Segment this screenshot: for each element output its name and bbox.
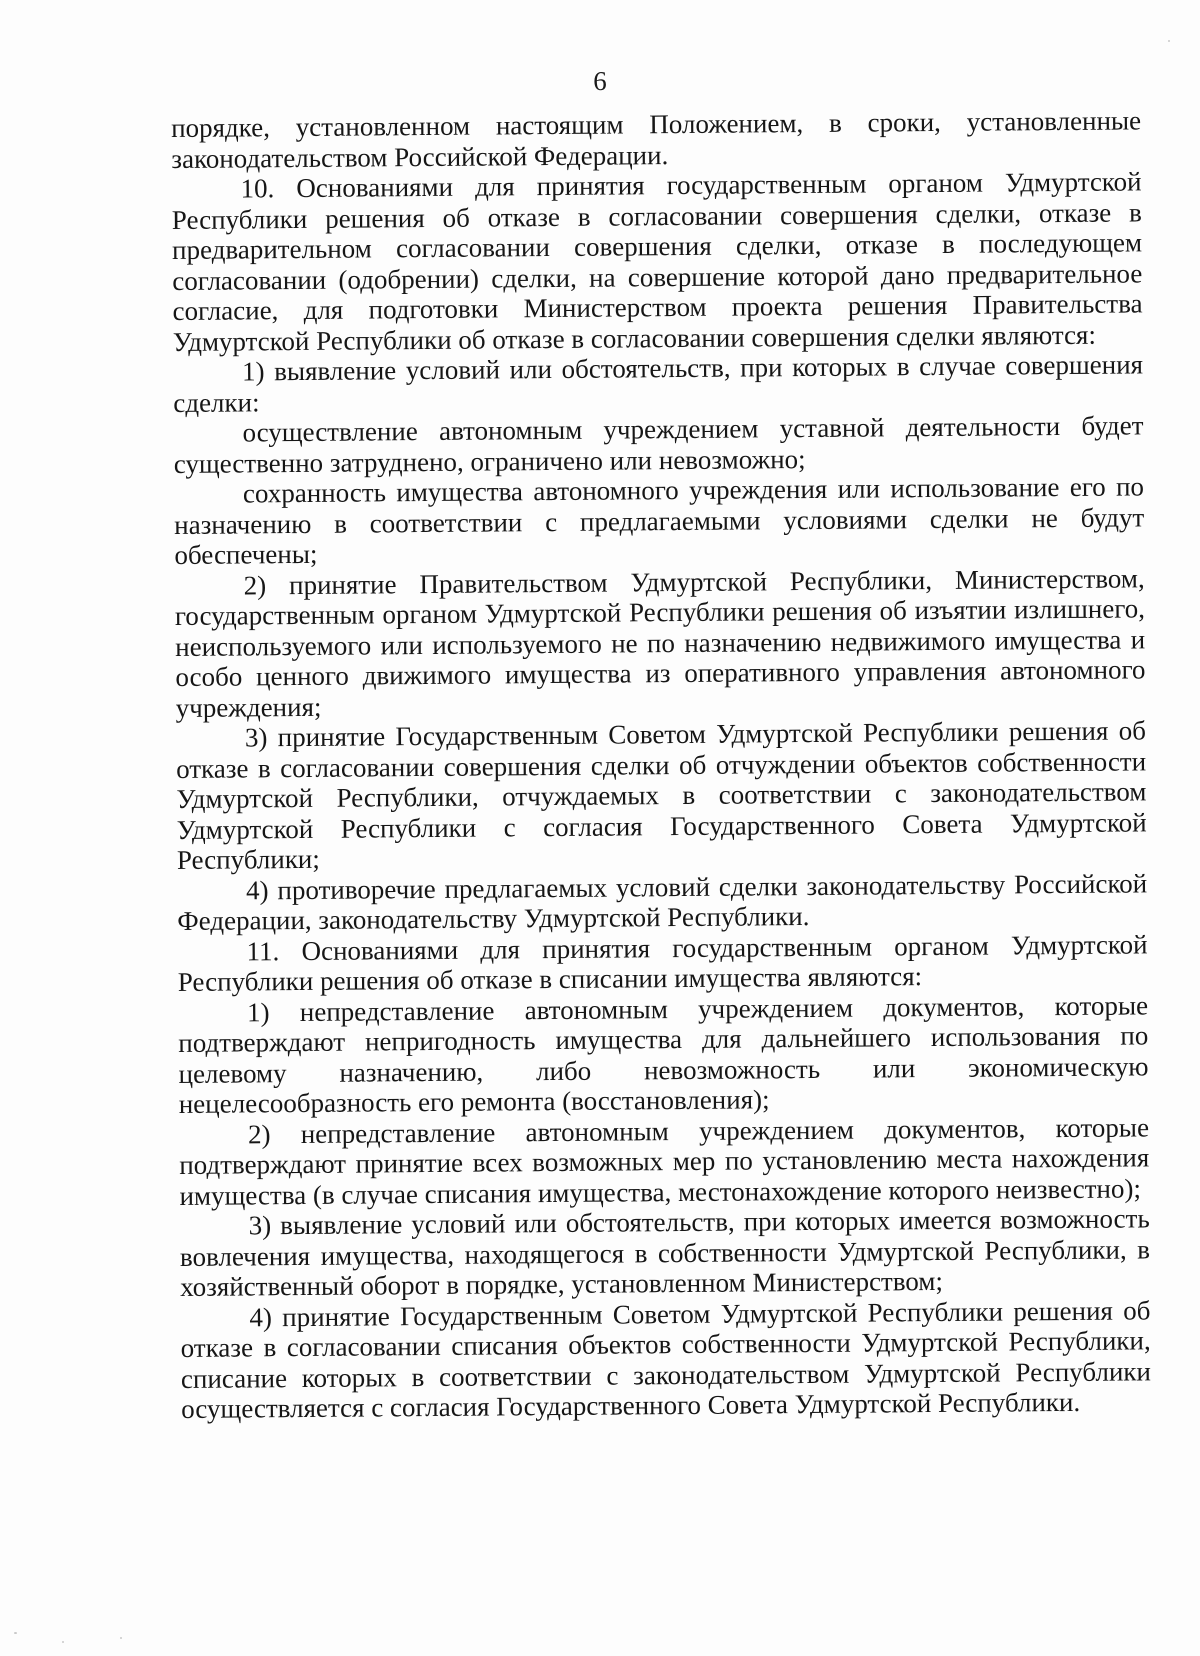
paragraph-continuation: порядке, установленном настоящим Положением, в сроки, установленные законодательством Российской Федерации. bbox=[171, 105, 1142, 174]
paragraph-10-subitem-2: 2) принятие Правительством Удмуртской Республики, Министерством, государственным органом Удмуртской Республики решения об изъятии излишнего, неиспользуемого или используемого не по назначению недвижимого имущества и особо ценного движимого имущества из оперативного управления автономного учреждения; bbox=[174, 562, 1146, 723]
scan-artifact bbox=[62, 1641, 64, 1643]
document-body bbox=[171, 105, 1151, 1424]
paragraph-11-subitem-1: 1) непредставление автономным учреждением документов, которые подтверждают непригодность имущества для дальнейшего использования по целевому назначению, либо невозможность или экономическую нецелесообразность его ремонта (восстановления); bbox=[178, 989, 1149, 1119]
paragraph-item-10: 10. Основаниями для принятия государственным органом Удмуртской Республики решения об отказе в согласовании совершения сделки, отказе в предварительном согласовании совершения сделки, отказе в последующем согласовании (одобрении) сделки, на совершение которой дано предварительное согласие, для подготовки Министерством проекта решения Правительства Удмуртской Республики об отказе в согласовании совершения сделки являются: bbox=[171, 166, 1143, 357]
paragraph-11-subitem-3: 3) выявление условий или обстоятельств, при которых имеется возможность вовлечения имущества, находящегося в собственности Удмуртской Республики, в хозяйственный оборот в порядке, установленном Министерством; bbox=[179, 1203, 1151, 1302]
paragraph-10-subitem-1-clause-a: осуществление автономным учреждением уставной деятельности будет существенно затруднено, ограничено или невозможно; bbox=[173, 410, 1144, 479]
paragraph-11-subitem-2: 2) непредставление автономным учреждением документов, которые подтверждают принятие всех возможных мер по установлению места нахождения имущества (в случае списания имущества, местонахождение которого неизвестно); bbox=[179, 1111, 1150, 1211]
paragraph-10-subitem-4: 4) противоречие предлагаемых условий сделки законодательству Российской Федерации, законодательству Удмуртской Республики. bbox=[177, 867, 1148, 936]
scan-artifact bbox=[14, 1632, 17, 1634]
paragraph-item-11: 11. Основаниями для принятия государственным органом Удмуртской Республики решения об отказе в списании имущества являются: bbox=[177, 928, 1148, 997]
scan-artifact bbox=[1168, 40, 1170, 42]
scan-artifact bbox=[120, 1637, 122, 1639]
paragraph-10-subitem-1-clause-b: сохранность имущества автономного учреждения или использование его по назначению в соответствии с предлагаемыми условиями сделки не будут обеспечены; bbox=[174, 471, 1145, 570]
paragraph-10-subitem-1: 1) выявление условий или обстоятельств, при которых в случае совершения сделки: bbox=[173, 349, 1144, 418]
paragraph-11-subitem-4: 4) принятие Государственным Советом Удмуртской Республики решения об отказе в согласовании списания объектов собственности Удмуртской Республики, списание которых в соответствии с законодательством Удмуртской Республики осуществляется с согласия Государственного Совета Удмуртской Республики. bbox=[180, 1294, 1152, 1424]
page-number: 6 bbox=[593, 66, 607, 96]
paragraph-10-subitem-3: 3) принятие Государственным Советом Удмуртской Республики решения об отказе в согласовании совершения сделки об отчуждении объектов собственности Удмуртской Республики, отчуждаемых в соответствии с законодательством Удмуртской Республики с согласия Государственного Совета Удмуртской Республики; bbox=[176, 715, 1147, 875]
